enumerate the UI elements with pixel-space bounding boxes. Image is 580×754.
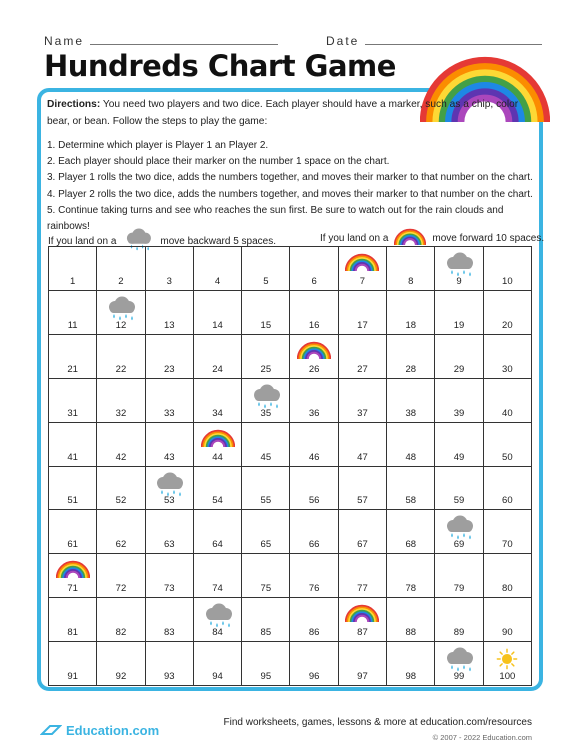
rainbow-shape <box>297 340 331 359</box>
board-cell-65[interactable] <box>242 510 290 554</box>
board-cell-number: 39 <box>453 407 465 419</box>
board-cell-number: 21 <box>67 363 78 375</box>
board-cell-number: 7 <box>359 275 366 287</box>
board-cell-number: 2 <box>118 275 124 287</box>
board-cell-number: 59 <box>453 495 465 507</box>
board-cell-number: 90 <box>502 627 513 639</box>
board-cell-38[interactable] <box>387 379 435 423</box>
board-cell-number: 55 <box>260 495 272 507</box>
board-cell-30[interactable] <box>484 335 532 379</box>
board-cell-81[interactable] <box>49 598 97 642</box>
rainbow-rule <box>320 228 544 248</box>
board-cell-number: 13 <box>163 319 175 331</box>
board-cell-92[interactable] <box>97 642 145 686</box>
board-cell-3[interactable] <box>146 247 194 291</box>
board-cell-57[interactable] <box>339 467 387 511</box>
rainbow-shape <box>201 428 235 447</box>
board-cell-18[interactable] <box>387 291 435 335</box>
board-cell-number: 23 <box>163 363 175 375</box>
board-cell-number: 63 <box>163 539 175 551</box>
cloud-shape <box>153 472 186 498</box>
board-cell-29[interactable] <box>435 335 483 379</box>
board-cell-number: 95 <box>260 671 272 682</box>
board-cell-84[interactable] <box>194 598 242 642</box>
board-cell-82[interactable] <box>97 598 145 642</box>
board-cell-number: 4 <box>214 275 221 287</box>
board-cell-2[interactable] <box>97 247 145 291</box>
board-cell-number: 41 <box>67 451 78 463</box>
board-cell-88[interactable] <box>387 598 435 642</box>
board-cell-39[interactable] <box>435 379 483 423</box>
board-cell-41[interactable] <box>49 423 97 467</box>
board-cell-25[interactable] <box>242 335 290 379</box>
cloud-shape <box>443 252 476 278</box>
board-cell-16[interactable] <box>290 291 338 335</box>
board-cell-35[interactable] <box>242 379 290 423</box>
board-cell-number: 96 <box>308 671 320 682</box>
board-cell-number: 14 <box>212 319 223 331</box>
board-cell-63[interactable] <box>146 510 194 554</box>
board-cell-number: 73 <box>163 583 175 595</box>
board-cell-99[interactable] <box>435 642 483 686</box>
board-cell-69[interactable] <box>435 510 483 554</box>
board-cell-10[interactable] <box>484 247 532 291</box>
cloud-shape <box>104 296 137 322</box>
step-item: 1. Determine which player is Player 1 an Player 2. <box>47 140 269 151</box>
board-cell-number: 72 <box>115 583 127 595</box>
board-cell-number: 51 <box>67 495 78 507</box>
board-cell-number: 68 <box>405 539 417 551</box>
rainbow-icon <box>345 603 379 627</box>
board-cell-number: 1 <box>70 275 76 287</box>
board-cell-19[interactable] <box>435 291 483 335</box>
rainbow-shape <box>56 559 90 578</box>
cloud-rule-suffix: move backward 5 spaces. <box>160 236 277 247</box>
board-cell-89[interactable] <box>435 598 483 642</box>
board-cell-number: 17 <box>357 319 368 331</box>
board-cell-22[interactable] <box>97 335 145 379</box>
board-cell-74[interactable] <box>194 554 242 598</box>
board-cell-number: 66 <box>308 539 320 551</box>
name-field[interactable] <box>90 44 278 45</box>
board-cell-number: 89 <box>453 627 465 639</box>
board-cell-34[interactable] <box>194 379 242 423</box>
board-cell-13[interactable] <box>146 291 194 335</box>
board-cell-number: 44 <box>212 451 223 463</box>
rainbow-shape <box>345 252 379 271</box>
board-cell-number: 42 <box>115 451 127 463</box>
board-cell-number: 12 <box>115 319 127 331</box>
board-cell-number: 45 <box>260 451 272 463</box>
board-cell-83[interactable] <box>146 598 194 642</box>
board-cell-76[interactable] <box>290 554 338 598</box>
board-cell-1[interactable] <box>49 247 97 291</box>
board-cell-number: 31 <box>67 407 78 419</box>
board-cell-93[interactable] <box>146 642 194 686</box>
board-cell-number: 93 <box>163 671 175 682</box>
board-cell-number: 76 <box>308 583 320 595</box>
board-cell-78[interactable] <box>387 554 435 598</box>
board-cell-number: 54 <box>212 495 223 507</box>
board-cell-91[interactable] <box>49 642 97 686</box>
board-cell-number: 29 <box>453 363 465 375</box>
board-cell-number: 40 <box>502 407 513 419</box>
board-cell-67[interactable] <box>339 510 387 554</box>
board-cell-26[interactable] <box>290 335 338 379</box>
board-cell-51[interactable] <box>49 467 97 511</box>
board-cell-number: 43 <box>163 451 175 463</box>
board-cell-number: 67 <box>357 539 368 551</box>
directions-paragraph <box>47 97 537 130</box>
board-cell-14[interactable] <box>194 291 242 335</box>
board-cell-number: 10 <box>502 275 513 287</box>
board-cell-64[interactable] <box>194 510 242 554</box>
board-cell-77[interactable] <box>339 554 387 598</box>
steps-list <box>47 138 547 235</box>
date-label: Date <box>326 34 360 48</box>
board-cell-86[interactable] <box>290 598 338 642</box>
board-cell-number: 64 <box>212 539 223 551</box>
board-cell-number: 52 <box>115 495 127 507</box>
board-cell-90[interactable] <box>484 598 532 642</box>
board-cell-50[interactable] <box>484 423 532 467</box>
board-cell-31[interactable] <box>49 379 97 423</box>
sun-shape <box>496 648 518 670</box>
board-cell-number: 86 <box>308 627 320 639</box>
board-cell-66[interactable] <box>290 510 338 554</box>
board-cell-number: 53 <box>163 495 175 507</box>
board-cell-number: 94 <box>212 671 223 682</box>
board-cell-72[interactable] <box>97 554 145 598</box>
board-cell-100[interactable] <box>484 642 532 686</box>
cloud-shape <box>201 603 234 629</box>
board-cell-47[interactable] <box>339 423 387 467</box>
board-cell-number: 35 <box>260 407 272 419</box>
board-cell-60[interactable] <box>484 467 532 511</box>
hundreds-chart-board <box>48 246 532 686</box>
board-cell-number: 19 <box>453 319 465 331</box>
board-cell-number: 58 <box>405 495 417 507</box>
rainbow-glyph <box>394 228 426 245</box>
board-cell-32[interactable] <box>97 379 145 423</box>
board-cell-number: 65 <box>260 539 272 551</box>
board-cell-9[interactable] <box>435 247 483 291</box>
board-cell-20[interactable] <box>484 291 532 335</box>
board-cell-17[interactable] <box>339 291 387 335</box>
board-cell-87[interactable] <box>339 598 387 642</box>
board-cell-number: 85 <box>260 627 272 639</box>
board-cell-number: 36 <box>308 407 320 419</box>
board-cell-number: 84 <box>212 627 223 639</box>
board-cell-42[interactable] <box>97 423 145 467</box>
rainbow-icon <box>394 228 426 248</box>
board-cell-85[interactable] <box>242 598 290 642</box>
rainbow-icon <box>56 559 90 583</box>
board-cell-23[interactable] <box>146 335 194 379</box>
date-field[interactable] <box>365 44 542 45</box>
board-cell-number: 75 <box>260 583 272 595</box>
board-cell-7[interactable] <box>339 247 387 291</box>
board-cell-number: 30 <box>502 363 513 375</box>
board-cell-96[interactable] <box>290 642 338 686</box>
board-cell-number: 69 <box>453 539 465 551</box>
board-cell-number: 27 <box>357 363 368 375</box>
board-cell-49[interactable] <box>435 423 483 467</box>
board-cell-15[interactable] <box>242 291 290 335</box>
board-cell-number: 26 <box>308 363 320 375</box>
board-cell-number: 38 <box>405 407 417 419</box>
board-cell-5[interactable] <box>242 247 290 291</box>
board-cell-number: 77 <box>357 583 368 595</box>
board-cell-number: 3 <box>166 275 172 287</box>
board-cell-79[interactable] <box>435 554 483 598</box>
footer-brand-name: Education.com <box>66 722 160 738</box>
board-cell-number: 50 <box>502 451 513 463</box>
board-cell-number: 81 <box>67 627 78 639</box>
board-cell-number: 11 <box>67 319 78 331</box>
board-cell-number: 70 <box>502 539 513 551</box>
directions-text: You need two players and two dice. Each player should have a marker, such as a chip, color bear, or bean. Follow the steps to play the game: <box>47 99 519 127</box>
board-cell-48[interactable] <box>387 423 435 467</box>
board-cell-45[interactable] <box>242 423 290 467</box>
board-cell-46[interactable] <box>290 423 338 467</box>
board-cell-number: 91 <box>67 671 78 682</box>
board-cell-number: 9 <box>456 275 462 287</box>
board-cell-11[interactable] <box>49 291 97 335</box>
page-title: Hundreds Chart Game <box>44 49 396 83</box>
board-cell-97[interactable] <box>339 642 387 686</box>
board-cell-36[interactable] <box>290 379 338 423</box>
board-cell-number: 33 <box>163 407 175 419</box>
board-cell-number: 32 <box>115 407 127 419</box>
board-cell-number: 15 <box>260 319 272 331</box>
cloud-shape <box>443 647 476 673</box>
board-cell-number: 99 <box>453 671 465 682</box>
education-logo-icon <box>40 722 62 738</box>
board-cell-62[interactable] <box>97 510 145 554</box>
board-cell-6[interactable] <box>290 247 338 291</box>
board-cell-number: 16 <box>308 319 320 331</box>
rainbow-icon <box>345 252 379 276</box>
board-cell-number: 5 <box>263 275 269 287</box>
board-cell-98[interactable] <box>387 642 435 686</box>
board-cell-80[interactable] <box>484 554 532 598</box>
board-cell-number: 79 <box>453 583 465 595</box>
step-item: 3. Player 1 rolls the two dice, adds the numbers together, and moves their marker to that number on the chart. <box>47 172 533 184</box>
board-cell-number: 28 <box>405 363 417 375</box>
name-label: Name <box>44 34 85 48</box>
board-cell-number: 88 <box>405 627 417 639</box>
rainbow-shape <box>345 603 379 622</box>
board-cell-number: 57 <box>357 495 368 507</box>
board-cell-33[interactable] <box>146 379 194 423</box>
board-cell-number: 62 <box>115 539 127 551</box>
board-cell-58[interactable] <box>387 467 435 511</box>
board-cell-number: 34 <box>212 407 223 419</box>
board-cell-94[interactable] <box>194 642 242 686</box>
step-item: 5. Continue taking turns and see who reaches the sun first. Be sure to watch out for the rain clouds and rainbows! <box>47 204 504 233</box>
step-item: 2. Each player should place their marker on the number 1 space on the chart. <box>47 156 390 168</box>
board-cell-number: 97 <box>357 671 368 682</box>
board-cell-number: 100 <box>499 671 516 682</box>
rainbow-rule-suffix: move forward 10 spaces. <box>432 232 545 244</box>
board-cell-24[interactable] <box>194 335 242 379</box>
board-cell-number: 25 <box>260 363 272 375</box>
board-cell-12[interactable] <box>97 291 145 335</box>
rainbow-rule-prefix: If you land on a <box>320 232 389 244</box>
board-cell-number: 37 <box>357 407 368 419</box>
cloud-shape <box>249 384 282 410</box>
board-cell-4[interactable] <box>194 247 242 291</box>
board-cell-number: 8 <box>408 275 414 287</box>
board-cell-number: 71 <box>67 583 78 595</box>
board-cell-40[interactable] <box>484 379 532 423</box>
board-cell-43[interactable] <box>146 423 194 467</box>
board-cell-68[interactable] <box>387 510 435 554</box>
board-cell-53[interactable] <box>146 467 194 511</box>
board-cell-21[interactable] <box>49 335 97 379</box>
board-cell-number: 78 <box>405 583 417 595</box>
rainbow-icon <box>201 428 235 452</box>
board-cell-number: 92 <box>115 671 127 682</box>
board-cell-number: 98 <box>405 671 417 682</box>
board-cell-number: 83 <box>163 627 175 639</box>
rainbow-icon <box>297 340 331 364</box>
footer-copyright: © 2007 - 2022 Education.com <box>432 733 532 742</box>
board-cell-number: 80 <box>502 583 513 595</box>
board-cell-number: 48 <box>405 451 417 463</box>
board-cell-56[interactable] <box>290 467 338 511</box>
board-cell-number: 56 <box>308 495 320 507</box>
board-cell-8[interactable] <box>387 247 435 291</box>
board-cell-number: 22 <box>115 363 127 375</box>
board-cell-44[interactable] <box>194 423 242 467</box>
board-cell-54[interactable] <box>194 467 242 511</box>
footer-brand[interactable] <box>40 722 159 738</box>
board-cell-52[interactable] <box>97 467 145 511</box>
board-cell-number: 74 <box>212 583 223 595</box>
board-cell-59[interactable] <box>435 467 483 511</box>
board-cell-37[interactable] <box>339 379 387 423</box>
board-cell-number: 49 <box>453 451 465 463</box>
board-cell-70[interactable] <box>484 510 532 554</box>
footer-tagline: Find worksheets, games, lessons & more at education.com/resources <box>223 717 532 728</box>
board-cell-number: 82 <box>115 627 127 639</box>
board-cell-27[interactable] <box>339 335 387 379</box>
board-cell-number: 46 <box>308 451 320 463</box>
cloud-rule-prefix: If you land on a <box>48 236 117 247</box>
board-cell-75[interactable] <box>242 554 290 598</box>
board-cell-55[interactable] <box>242 467 290 511</box>
board-cell-71[interactable] <box>49 554 97 598</box>
board-cell-number: 87 <box>357 627 368 639</box>
directions-label: Directions: <box>47 99 101 110</box>
board-cell-28[interactable] <box>387 335 435 379</box>
cloud-shape <box>443 515 476 541</box>
board-cell-number: 18 <box>405 319 417 331</box>
board-cell-number: 6 <box>311 275 317 287</box>
board-cell-number: 20 <box>502 319 513 331</box>
board-cell-number: 24 <box>212 363 223 375</box>
board-cell-61[interactable] <box>49 510 97 554</box>
board-cell-number: 61 <box>67 539 78 551</box>
step-item: 4. Player 2 rolls the two dice, adds the numbers together, and moves their marker to that number on the chart. <box>47 188 533 200</box>
board-cell-73[interactable] <box>146 554 194 598</box>
board-cell-number: 47 <box>357 451 368 463</box>
board-cell-95[interactable] <box>242 642 290 686</box>
board-cell-number: 60 <box>502 495 513 507</box>
